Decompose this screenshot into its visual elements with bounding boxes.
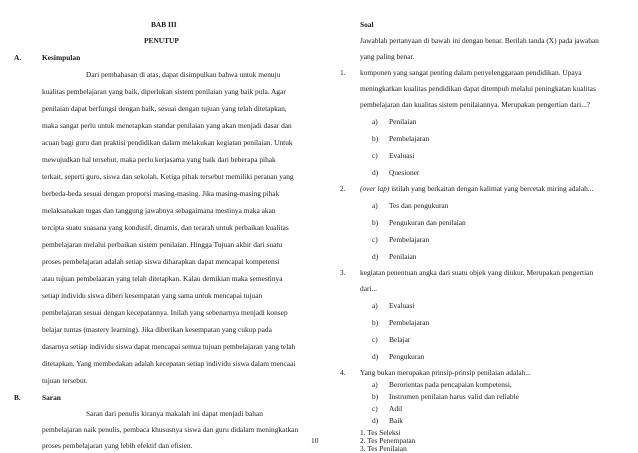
option-letter: b)	[372, 218, 379, 227]
question-4-number: 4.	[340, 368, 346, 377]
option-letter: d)	[372, 352, 379, 361]
option-letter: c)	[372, 151, 378, 160]
question-3-line: kegiatan penentuan angka dari suatu objek yang diukur. Merupakan pengertian	[360, 268, 594, 277]
option-letter: b)	[372, 318, 379, 327]
option-text: Evaluasi	[389, 301, 415, 310]
question-1-line: komponen yang sangat penting dalam penyelenggaraan pendidikan. Upaya	[360, 68, 582, 77]
kesimpulan-line: terkait, seperti guru, siswa dan sekolah. Ketiga pihak tersebut memiliki peranan yang	[42, 172, 294, 181]
soal-title: Soal	[360, 20, 374, 29]
kesimpulan-line: tercipta suatu suasana yang kondusif, dinamis, dan terarah untuk perbaikan kualitas	[42, 223, 289, 232]
chapter-title: PENUTUP	[144, 36, 179, 45]
option-letter: b)	[372, 392, 379, 401]
tail-list-item: 3. Tes Penilaian	[360, 444, 407, 453]
page-number: 10	[311, 436, 319, 445]
section-a-title: Kesimpulan	[42, 53, 81, 62]
option-letter: c)	[372, 335, 378, 344]
option-letter: d)	[372, 168, 379, 177]
instruction-line: Jawablah pertanyaan di bawah ini dengan benar. Berilah tanda (X) pada jawaban	[360, 36, 599, 45]
kesimpulan-line: atau tujuan pembelaaran yang telah ditetapkan. Kalau demikian maka semestinya	[42, 274, 283, 283]
option-letter: b)	[372, 134, 379, 143]
kesimpulan-line: maka sangat perlu untuk menetapkan standar penilaian yang akan menjadi dasar dan	[42, 121, 292, 130]
option-letter: a)	[372, 301, 378, 310]
kesimpulan-line: berbeda-beda sesuai dengan proporsi masing-masing. Jika masing-masing pihak	[42, 189, 280, 198]
question-2-italic: (over lap)	[360, 184, 390, 193]
question-3-number: 3.	[340, 268, 346, 277]
question-2-rest: istilah yang berkaitan dengan kalimat yang bercetak miring adalah...	[389, 184, 594, 193]
question-4-line: Yang bukan merupakan prinsip-prinsip penilaian adalah...	[360, 368, 531, 377]
saran-line: pembelajaran naik penulis, pembaca khususnya siswa dan guru didalam meningkatkan	[42, 425, 299, 434]
option-letter: c)	[372, 404, 378, 413]
option-text: Quesioner	[389, 168, 420, 177]
option-letter: a)	[372, 201, 378, 210]
saran-line: proses pembelajaran yang lebih efektif dan efisien.	[42, 441, 193, 450]
question-1-line: meningkatkan kualitas pendidikan dapat ditempuh melalui peningkatan kualitas	[360, 84, 596, 93]
option-letter: a)	[372, 117, 378, 126]
chapter-heading: BAB III	[151, 20, 177, 29]
option-letter: a)	[372, 380, 378, 389]
kesimpulan-line: melaksanakan tugas dan tanggung jawabnya sebagaimana mestinya maka akan	[42, 206, 276, 215]
question-1-number: 1.	[340, 68, 346, 77]
kesimpulan-line: kualitas pembelajaran yang baik, diperlukan sistem penilaian yang baik pula. Agar	[42, 87, 286, 96]
kesimpulan-line: dasarnya setiap individu siswa dapat mencapai semua tujuan pembelajaran yang telah	[42, 342, 296, 351]
option-text: Pembelajaran	[389, 134, 430, 143]
tail-list-item: 2. Tes Penempatan	[360, 436, 416, 445]
option-letter: d)	[372, 416, 379, 425]
option-text: Pembelajaran	[389, 318, 430, 327]
option-text: Evaluasi	[389, 151, 415, 160]
kesimpulan-line: ditetapkan. Yang membedakan adalah kecepatan setiap individu siswa dalam mencaai	[42, 359, 296, 368]
instruction-line: yang paling benar.	[360, 52, 415, 61]
kesimpulan-line: mewujudkan hal tersebut, maka perlu kerjasama yang baik dari beberapa pihak	[42, 155, 276, 164]
kesimpulan-line: setiap individu siswa diberi kesempatan yang sama untuk mencapai tujuan	[42, 291, 263, 300]
option-text: Adil	[389, 404, 403, 413]
option-text: Baik	[389, 416, 403, 425]
question-3-line: dari...	[360, 284, 378, 293]
option-text: Belajar	[389, 335, 411, 344]
kesimpulan-line: belajar tuntas (mastery learning). Jika diberikan kesempatan yang cukup pada	[42, 325, 272, 334]
option-letter: d)	[372, 252, 379, 261]
kesimpulan-line: proses pembelajaran adalah setiap siswa diharapkan dapat mencapai kompetensi	[42, 257, 280, 266]
option-text: Instrumen penilaian harus valid dan reliable	[389, 392, 519, 401]
question-1-line: pembelajaran dan kualitas sistem penilaiannya. Merupakan pengertian dari...?	[360, 100, 591, 109]
kesimpulan-line: tujuan tersebut.	[42, 376, 88, 385]
question-2-line	[360, 184, 593, 193]
option-text: Penilaian	[389, 252, 417, 261]
kesimpulan-line: pembelajaran melalui perbaikan sistem penilaian. Hingga Tujuan akhir dari suatu	[42, 240, 283, 249]
option-letter: c)	[372, 235, 378, 244]
kesimpulan-line: acuan bagi guru dan praktisi pendidikan dalam melakukan kegiatan penilaian. Untuk	[42, 138, 293, 147]
section-b-title: Saran	[42, 393, 61, 402]
option-text: Berorientas pada pencapaian kompetensi,	[389, 380, 512, 389]
kesimpulan-line: pembelajaran sesuai dengan kecepatannya. Inilah yang sebenarnya menjadi konsep	[42, 308, 288, 317]
section-a-letter: A.	[14, 53, 22, 62]
kesimpulan-line: Dari pembahasan di atas, dapat disimpulkan bahwa untuk menuju	[86, 70, 281, 79]
tail-list-item: 1. Tes Seleksi	[360, 428, 401, 437]
section-b-letter: B.	[14, 393, 21, 402]
option-text: Pengukuran	[389, 352, 425, 361]
option-text: Penilaian	[389, 117, 417, 126]
option-text: Pembelajaran	[389, 235, 430, 244]
kesimpulan-line: penilaian dapat berfungsi dengan baik, sesuai dengan tujuan yang telah ditetapkan,	[42, 104, 287, 113]
saran-line: Saran dari penulis kiranya makalah ini dapat menjadi bahan	[86, 409, 263, 418]
option-text: Tes dan pengukuran	[389, 201, 449, 210]
option-text: Pengukuran dan penilaian	[389, 218, 466, 227]
question-2-number: 2.	[340, 184, 346, 193]
